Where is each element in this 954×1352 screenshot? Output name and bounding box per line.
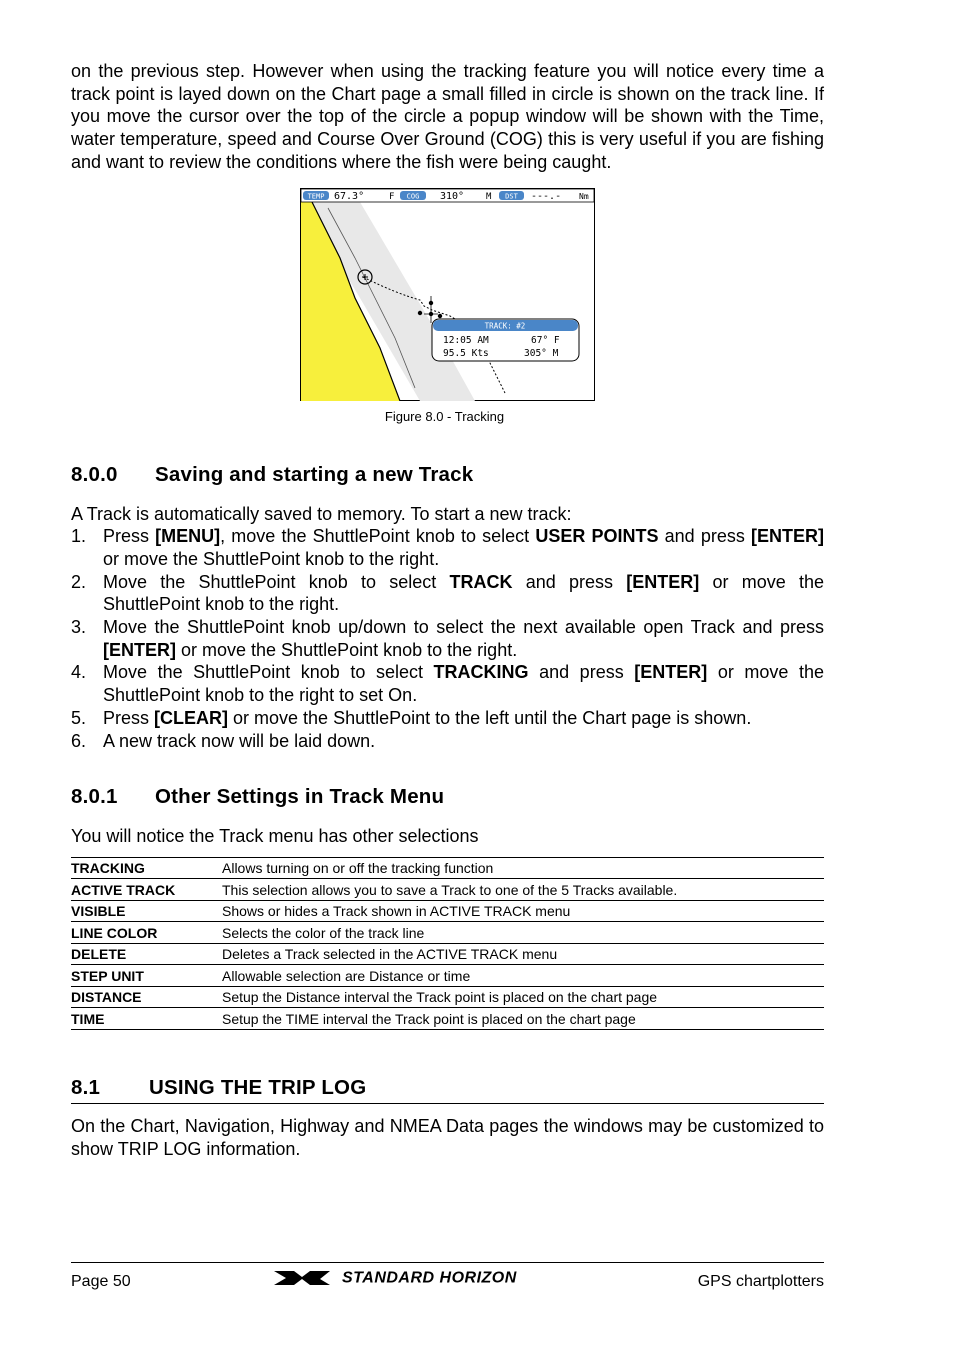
- section-81-body: On the Chart, Navigation, Highway and NMEA Data pages the windows may be customized to show TRIP LOG information.: [71, 1115, 824, 1159]
- table-row: DELETE Deletes a Track selected in the ACTIVE TRACK menu: [71, 943, 824, 965]
- section-800-lead: A Track is automatically saved to memory. To start a new track:: [71, 503, 572, 524]
- intro-paragraph: on the previous step. However when using the tracking feature you will notice every time a track point is layed down on the Chart page a small filled in circle is shown on the track line. If you move the cursor over the top of the circle a popup window will be shown with the Time, water temperature, speed and Course Over Ground (COG) this is very useful if you are fishing and want to review the conditions where the fish were being caught.: [71, 61, 824, 172]
- section-number: 8.1: [71, 1075, 101, 1099]
- list-item: 6. A new track now will be laid down.: [71, 730, 376, 751]
- temp-unit: F: [389, 191, 395, 202]
- popup-course: 305° M: [524, 347, 559, 359]
- section-801-lead: You will notice the Track menu has other selections: [71, 826, 479, 847]
- list-item: 4. Move the ShuttlePoint knob to select TRACKING and press [ENTER] or move the ShuttlePoint knob to the right to set On.: [71, 662, 824, 706]
- cog-label: COG: [406, 192, 420, 201]
- section-801-heading: [71, 785, 824, 809]
- chart-screenshot: [300, 188, 595, 401]
- section-800-heading: [71, 463, 824, 487]
- section-title: Other Settings in Track Menu: [155, 785, 445, 809]
- dst-label: DST: [505, 192, 518, 201]
- section-title: USING THE TRIP LOG: [149, 1075, 367, 1099]
- page-content: [71, 60, 824, 1160]
- cog-value: 310°: [440, 190, 465, 202]
- section-title: Saving and starting a new Track: [155, 462, 474, 486]
- table-row: VISIBLE Shows or hides a Track shown in ACTIVE TRACK menu: [71, 900, 824, 922]
- section-81-heading: [71, 1076, 824, 1104]
- table-row: STEP UNIT Allowable selection are Distance or time: [71, 965, 824, 987]
- cog-unit: M: [486, 191, 492, 202]
- figure-caption: Figure 8.0 - Tracking: [384, 408, 505, 424]
- list-item: 1. Press [MENU], move the ShuttlePoint knob to select USER POINTS and press [ENTER] or move the ShuttlePoint knob to the right.: [71, 526, 824, 569]
- brand-mark-icon: [274, 1271, 330, 1285]
- section-number: 8.0.1: [71, 785, 118, 809]
- temp-value: 67.3°: [334, 190, 365, 202]
- dst-value: ---.-: [531, 190, 562, 202]
- table-row: DISTANCE Setup the Distance interval the Track point is placed on the chart page: [71, 986, 824, 1008]
- popup-temp: 67° F: [531, 334, 560, 346]
- table-row: TRACKING Allows turning on or off the tracking function: [71, 857, 824, 879]
- table-row: TIME Setup the TIME interval the Track point is placed on the chart page: [71, 1008, 824, 1030]
- footer-product: GPS chartplotters: [697, 1273, 824, 1290]
- list-item: 5. Press [CLEAR] or move the ShuttlePoint to the left until the Chart page is shown.: [71, 707, 752, 728]
- page-footer: [71, 1262, 824, 1293]
- page-number: Page 50: [71, 1273, 131, 1290]
- section-number: 8.0.0: [71, 462, 118, 486]
- brand-name: STANDARD HORIZON: [342, 1269, 517, 1287]
- temp-label: TEMP: [307, 192, 325, 201]
- popup-title: TRACK: #2: [484, 321, 526, 331]
- steps-list: [71, 525, 824, 752]
- tracking-figure: [300, 188, 595, 424]
- list-item: 3. Move the ShuttlePoint knob up/down to select the next available open Track and press [ENTER] or move the ShuttlePoint knob to the right.: [71, 617, 824, 660]
- dst-unit: Nm: [579, 191, 589, 201]
- track-menu-table: [71, 857, 824, 1030]
- track-popup: [432, 319, 579, 361]
- brand-logo: [272, 1267, 627, 1287]
- popup-speed: 95.5 Kts: [443, 347, 489, 359]
- table-row: ACTIVE TRACK This selection allows you to save a Track to one of the 5 Tracks available.: [71, 879, 824, 901]
- popup-time: 12:05 AM: [443, 334, 489, 346]
- table-row: LINE COLOR Selects the color of the track line: [71, 922, 824, 944]
- list-item: 2. Move the ShuttlePoint knob to select TRACK and press [ENTER] or move the ShuttlePoint knob to the right.: [71, 571, 824, 615]
